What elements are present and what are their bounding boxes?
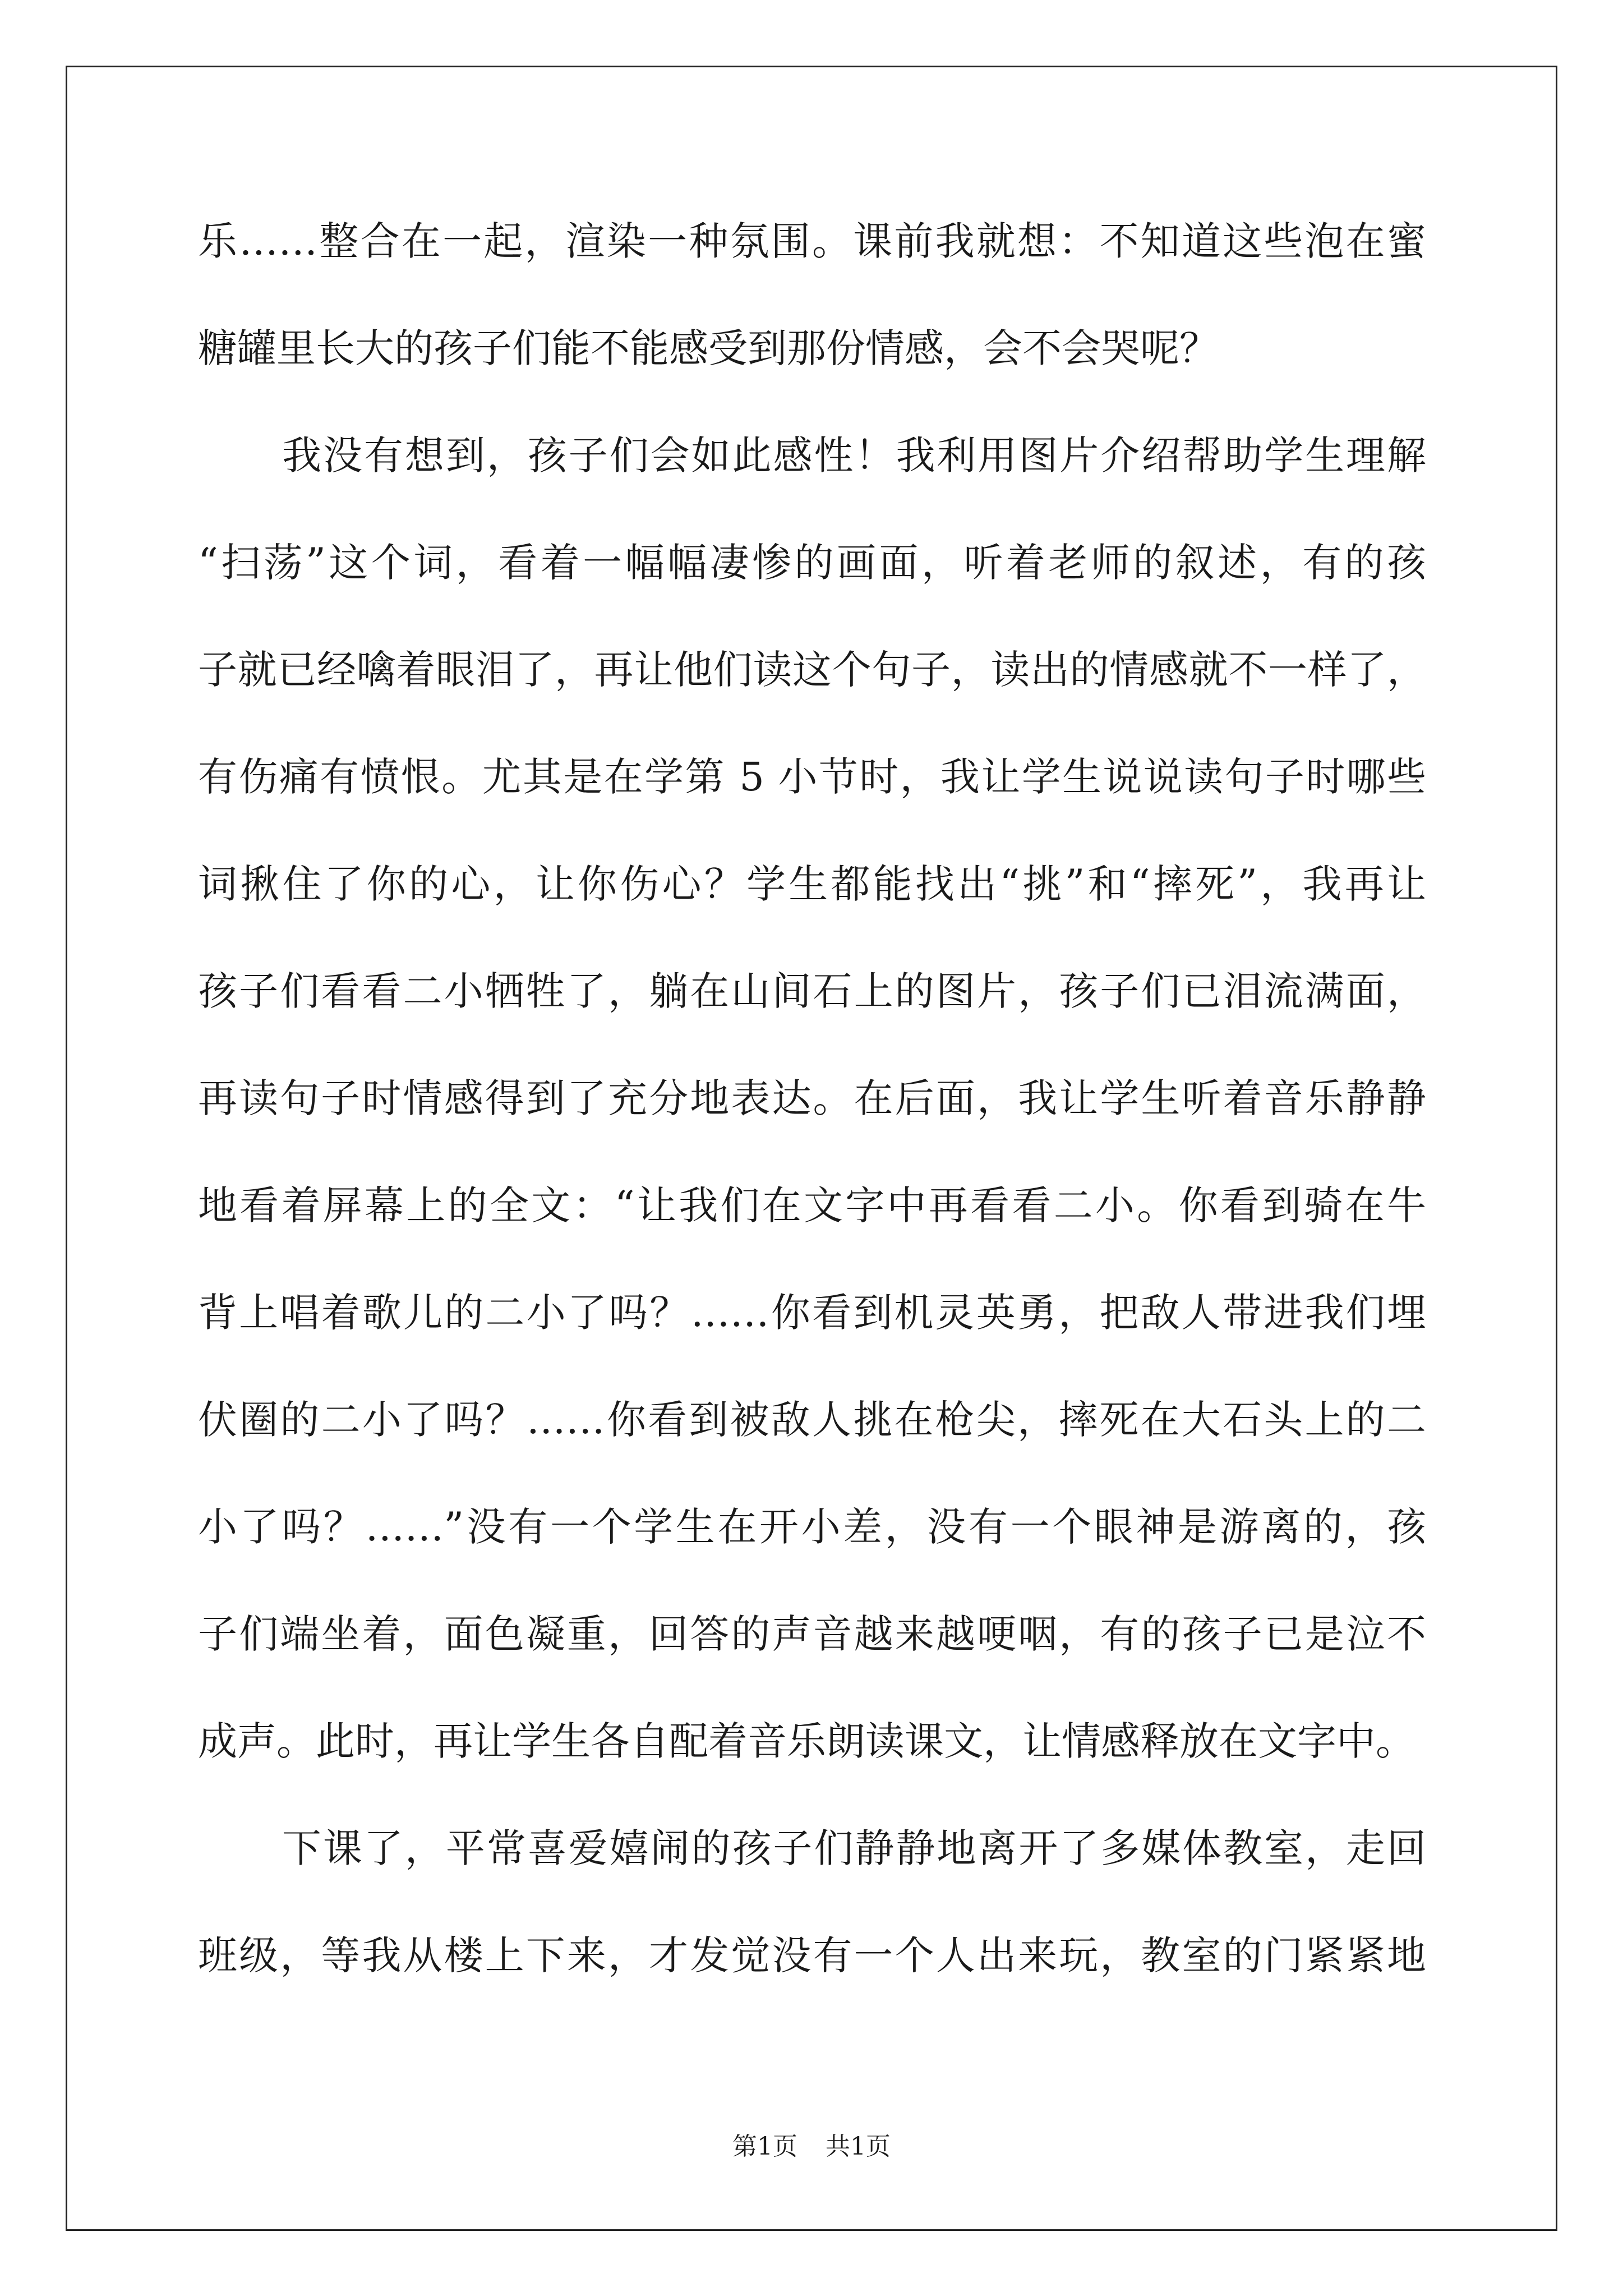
text-line: 子们端坐着，面色凝重，回答的声音越来越哽咽，有的孩子已是泣不: [198, 1611, 1426, 1657]
text-line: 下课了，平常喜爱嬉闹的孩子们静静地离开了多媒体教室，走回: [282, 1825, 1426, 1871]
page-total: 共1页: [826, 2132, 891, 2161]
page-number: 第1页: [732, 2132, 797, 2161]
text-line: “扫荡”这个词，看着一幅幅凄惨的画面，听着老师的叙述，有的孩: [198, 540, 1426, 586]
page-footer: [0, 2126, 1623, 2162]
text-line: 再读句子时情感得到了充分地表达。在后面，我让学生听着音乐静静: [198, 1075, 1426, 1121]
text-line: 乐……整合在一起，渲染一种氛围。课前我就想：不知道这些泡在蜜: [198, 218, 1426, 264]
text-line: 词揪住了你的心，让你伤心？学生都能找出“挑”和“摔死”，我再让: [198, 861, 1426, 907]
text-line: 成声。此时，再让学生各自配着音乐朗读课文，让情感释放在文字中。: [198, 1718, 1415, 1764]
text-line: 我没有想到，孩子们会如此感性！我利用图片介绍帮助学生理解: [282, 432, 1426, 478]
text-line: 孩子们看看二小牺牲了，躺在山间石上的图片，孩子们已泪流满面，: [198, 968, 1426, 1014]
text-line: 子就已经噙着眼泪了，再让他们读这个句子，读出的情感就不一样了，: [198, 647, 1426, 693]
text-line: 伏圈的二小了吗？……你看到被敌人挑在枪尖，摔死在大石头上的二: [198, 1397, 1426, 1443]
text-line: 地看着屏幕上的全文：“让我们在文字中再看看二小。你看到骑在牛: [198, 1182, 1426, 1228]
document-body: [198, 208, 1426, 2029]
text-line: 有伤痛有愤恨。尤其是在学第 5 小节时，我让学生说说读句子时哪些: [198, 754, 1426, 800]
text-line: 小了吗？……”没有一个学生在开小差，没有一个眼神是游离的，孩: [198, 1504, 1426, 1550]
text-line: 糖罐里长大的孩子们能不能感受到那份情感，会不会哭呢？: [198, 325, 1219, 371]
text-line: 班级，等我从楼上下来，才发觉没有一个人出来玩，教室的门紧紧地: [198, 1932, 1426, 1978]
text-line: 背上唱着歌儿的二小了吗？……你看到机灵英勇，把敌人带进我们埋: [198, 1290, 1426, 1336]
